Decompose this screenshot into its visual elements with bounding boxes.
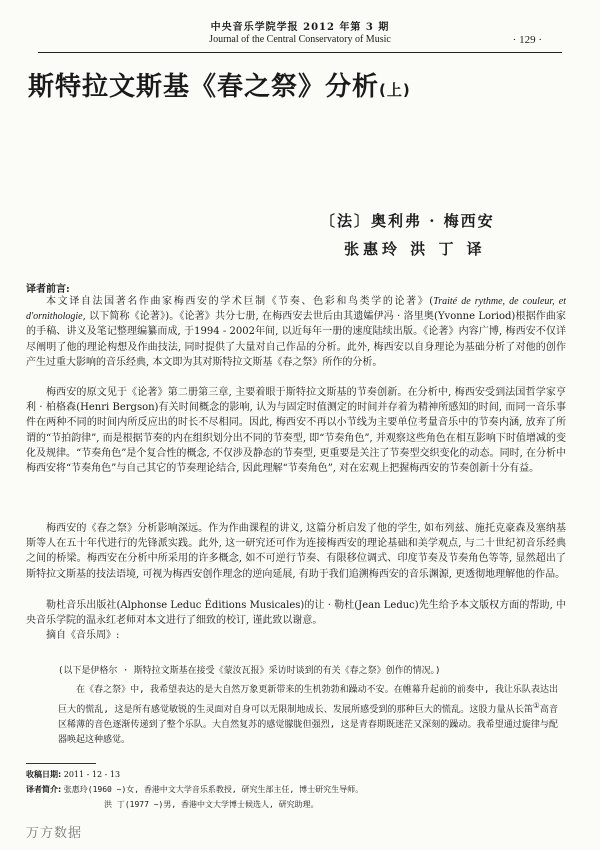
footnote-marker: ① — [533, 701, 540, 710]
translator-intro — [26, 783, 363, 797]
preface-label: 译者前言: — [26, 284, 70, 295]
article-title-part: (上) — [379, 81, 411, 99]
author-line: 〔法〕奥利弗 · 梅西安 — [320, 212, 495, 230]
translator-intro-2: 洪 丁(1977 ~)男, 香港中文大学博士候选人, 研究助理。 — [104, 800, 319, 809]
received-label: 收稿日期: — [26, 770, 62, 779]
footnote-rule — [26, 763, 96, 764]
received-date — [26, 768, 120, 782]
preface-paragraph-1 — [26, 294, 566, 370]
page-number: · 129 · — [512, 34, 542, 46]
journal-title-en: Journal of the Central Conservatory of Music — [209, 34, 391, 45]
quote-body — [58, 683, 558, 748]
preface-paragraph-3: 梅西安的《春之祭》分析影响深远。作为作曲课程的讲义, 这篇分析启发了他的学生, 如布列兹、施托克豪森及塞纳基斯等人在五十年代进行的先锋派实践。此外, 这一研究还可作为连接梅西安的理论基础和美学观点, 与二十世纪初音乐经典之间的桥梁。梅西安在分析中所采用的许多概念, 如不可逆行节奏、有限移位调式、印度节奏及节奏角色等等, 显然超出了斯特拉文斯基的技法语境, 可视为梅西安创作理念的逆向延展, 有助于我们追溯梅西安的音乐渊源, 更透彻地理解他的作品。 — [26, 523, 566, 580]
quote-intro: (以下是伊格尔 · 斯特拉文斯基在接受《蒙汝瓦报》采访时谈到的有关《春之祭》创作的情况。) — [58, 666, 441, 676]
quote-text-a: 在《春之祭》中, 我希望表达的是大自然万象更新带来的生机勃勃和躁动不安。在帷幕升起前的前奏中, 我让乐队表达出巨大的慌乱, 这是所有感觉敏锐的生灵面对自身可以无限制地成长、发展所感受到的那种巨大的慌乱。这股力量从长笛 — [58, 685, 558, 715]
translator-line: 张惠玲 洪 丁 译 — [344, 240, 486, 258]
translator-intro-label: 译者简介: — [26, 785, 62, 794]
article-title-main: 斯特拉文斯基《春之祭》分析 — [28, 72, 380, 102]
header-rule — [38, 52, 562, 53]
preface-paragraph-5: 摘自《音乐周》: — [46, 630, 120, 641]
translator-intro-1: 张惠玲(1960 ~)女, 香港中文大学音乐系教授, 研究生部主任, 博士研究生导师。 — [63, 785, 364, 794]
journal-title-cn: 中央音乐学院学报 2012 年第 3 期 — [210, 22, 390, 33]
p1-text-b: , 以下简称《论著》)。《论著》共分七册, 在梅西安去世后由其遗孀伊冯 · 洛里奥(Yvonne Loriod)根据作曲家的手稿、讲义及笔记整理编纂而成, 于1994 - 2002年间, 以近每年一册的速度陆续出版。《论著》内容广博, 梅西安不仅详尽阐明了他的理论构想及作曲技法, 同时提供了大量对自己作品的分析。此外, 梅西安以自身理论为基础分析了对他的创作产生过重大影响的音乐经典, 本文即为其对斯特拉文斯基《春之祭》所作的分析。 — [26, 311, 566, 368]
p1-italic-title: Traité de rythme, de couleur, et d'ornithologie — [26, 296, 566, 323]
received-value: 2011 - 12 - 13 — [63, 770, 121, 779]
watermark: 万方数据 — [26, 826, 83, 841]
article-title — [28, 66, 588, 103]
quote-text-b: 高音区稀薄的音色逐渐传递到了整个乐队。大自然复苏的感觉朦胧但强烈, 这是青春期既迷茫又深刻的躁动。我希望通过旋律与配器唤起这种感觉。 — [58, 705, 558, 745]
preface-paragraph-2: 梅西安的原文见于《论著》第二册第三章, 主要着眼于斯特拉文斯基的节奏创新。在分析中, 梅西安受到法国哲学家亨利 · 柏格森(Henri Bergson)有关时间概念的影响, 认为与固定时值测定的时间并存着为精神所感知的时间, 而同一音乐事件在两种不同的时间内所反应出的时长不尽相同。因此, 梅西安不再以小节线为主要单位考量音乐中的节奏内涵, 放弃了所谓的“节拍韵律”, 而是根据节奏的内在组织划分出不同的节奏型, 即“节奏角色”, 并观察这些角色在相互影响下时值增减的变化及规律。“节奏角色”是个复合性的概念, 不仅涉及静态的节奏型, 更重要是关注了节奏型交织变化的动态。同时, 在分析中梅西安将“节奏角色”与自己其它的节奏理论结合, 因此理解“节奏角色”, 对在宏观上把握梅西安的节奏创新十分有益。 — [26, 387, 566, 475]
preface-paragraph-4: 勒杜音乐出版社(Alphonse Leduc Éditions Musicales)的让 · 勒杜(Jean Leduc)先生给予本文版权方面的帮助, 中央音乐学院的温永红老师对本文进行了细致的校订, 谨此致以谢意。 — [26, 600, 566, 627]
p1-text-a: 本文译自法国著名作曲家梅西安的学术巨制《节奏、色彩和鸟类学的论著》( — [46, 296, 434, 307]
